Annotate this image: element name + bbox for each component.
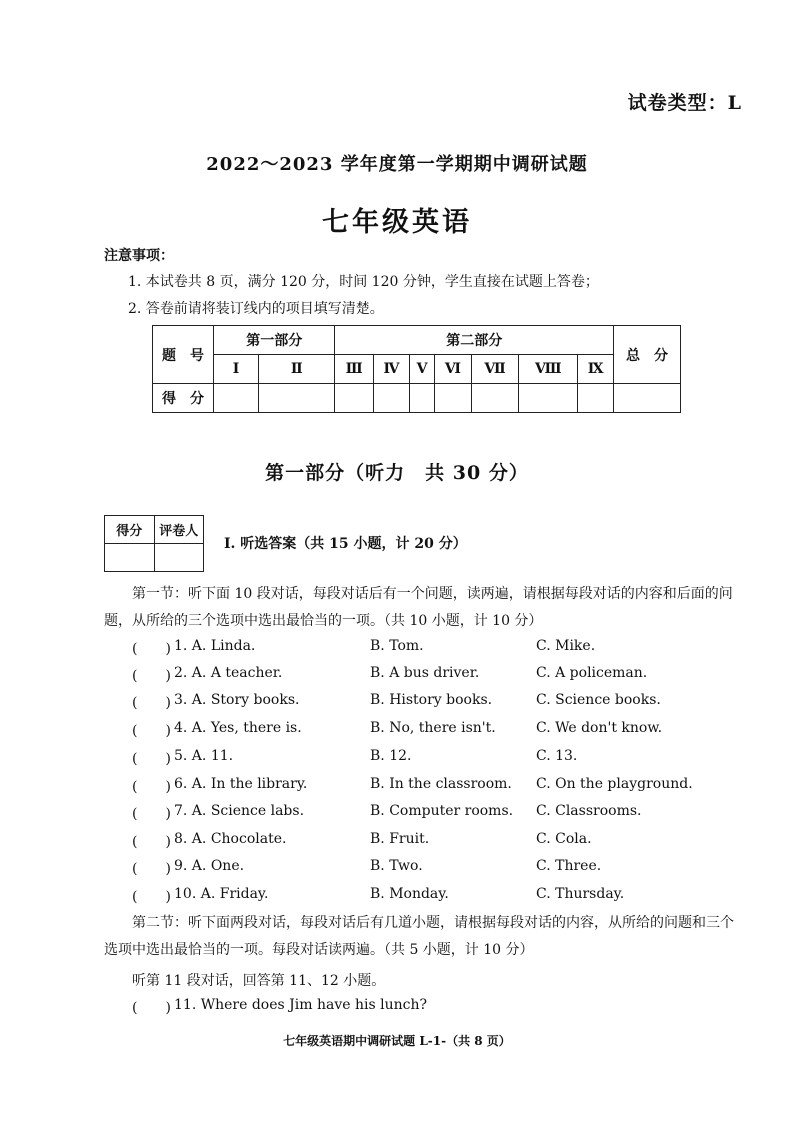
option-a: 8. A. Chocolate.: [174, 831, 287, 847]
option-c: C. On the playground.: [536, 776, 693, 792]
answer-blank: ( ): [132, 723, 171, 739]
option-a: 6. A. In the library.: [174, 776, 308, 792]
score-cell: [471, 384, 519, 413]
question-text: 11. Where does Jim have his lunch?: [174, 997, 427, 1013]
score-cell: [214, 384, 259, 413]
score-col-9: Ⅸ: [578, 355, 614, 384]
dialogue-intro: 听第 11 段对话，回答第 11、12 小题。: [132, 973, 386, 989]
question-row: [104, 776, 744, 803]
option-c: C. Thursday.: [536, 886, 625, 902]
answer-blank: ( ): [132, 889, 171, 905]
score-col-6: Ⅵ: [435, 355, 471, 384]
score-col-2: Ⅱ: [259, 355, 335, 384]
option-b: B. Fruit.: [370, 831, 430, 847]
score-part1-header: 第一部分: [214, 326, 335, 355]
notice-heading: 注意事项：: [104, 248, 174, 264]
score-table: [152, 325, 681, 413]
section-title: Ⅰ. 听选答案（共 15 小题，计 20 分）: [224, 536, 467, 552]
score-cell: [614, 384, 681, 413]
answer-blank: ( ): [132, 751, 171, 767]
option-c: C. A policeman.: [536, 665, 648, 681]
score-col-8: Ⅷ: [519, 355, 578, 384]
score-col-7: Ⅶ: [471, 355, 519, 384]
question-row: [104, 886, 744, 913]
option-a: 2. A. A teacher.: [174, 665, 283, 681]
option-c: C. Science books.: [536, 692, 661, 708]
option-b: B. 12.: [370, 748, 412, 764]
option-b: B. Monday.: [370, 886, 449, 902]
answer-blank: ( ): [132, 668, 171, 684]
option-a: 9. A. One.: [174, 858, 245, 874]
answer-blank: ( ): [132, 1000, 171, 1016]
score-row-label-score: 得 分: [153, 384, 214, 413]
answer-blank: ( ): [132, 695, 171, 711]
score-col-4: Ⅳ: [373, 355, 409, 384]
score-cell: [373, 384, 409, 413]
question-row: [104, 748, 744, 775]
instruction-section-2: 第二节：听下面两段对话，每段对话后有几道小题，请根据每段对话的内容，从所给的问题和三个选项中选出最恰当的一项。每段对话读两遍。（共 5 小题，计 10 分）: [104, 915, 734, 958]
score-row-label-question: 题 号: [153, 326, 214, 384]
option-c: C. 13.: [536, 748, 578, 764]
score-cell: [335, 384, 373, 413]
option-b: B. Computer rooms.: [370, 803, 514, 819]
question-row: [104, 692, 744, 719]
option-c: C. Classrooms.: [536, 803, 642, 819]
score-part2-header: 第二部分: [335, 326, 614, 355]
option-c: C. We don't know.: [536, 720, 663, 736]
option-c: C. Cola.: [536, 831, 592, 847]
answer-blank: ( ): [132, 861, 171, 877]
question-row: [104, 665, 744, 692]
page-footer: 七年级英语期中调研试题 L-1-（共 8 页）: [283, 1034, 511, 1048]
option-a: 7. A. Science labs.: [174, 803, 305, 819]
grader-name-label: 评卷人: [154, 516, 204, 544]
option-a: 4. A. Yes, there is.: [174, 720, 302, 736]
option-a: 3. A. Story books.: [174, 692, 300, 708]
option-b: B. No, there isn't.: [370, 720, 496, 736]
question-row: [104, 803, 744, 830]
score-col-3: Ⅲ: [335, 355, 373, 384]
grader-table: [104, 515, 204, 572]
question-row: [104, 831, 744, 858]
option-b: B. Two.: [370, 858, 423, 874]
notice-item: 1. 本试卷共 8 页，满分 120 分，时间 120 分钟，学生直接在试题上答卷；: [128, 274, 599, 290]
score-total-header: 总 分: [614, 326, 681, 384]
grader-score-cell: [105, 544, 155, 572]
score-cell: [435, 384, 471, 413]
notice-item: 2. 答卷前请将装订线内的项目填写清楚。: [128, 301, 384, 317]
score-cell: [259, 384, 335, 413]
question-row: [104, 720, 744, 747]
question-row: [104, 997, 744, 1024]
score-col-1: Ⅰ: [214, 355, 259, 384]
answer-blank: ( ): [132, 779, 171, 795]
subject-title: 七年级英语: [322, 207, 472, 238]
option-b: B. History books.: [370, 692, 493, 708]
option-c: C. Three.: [536, 858, 602, 874]
paper-type: 试卷类型：L: [627, 92, 742, 114]
option-a: 1. A. Linda.: [174, 638, 256, 654]
grader-score-label: 得分: [105, 516, 155, 544]
score-cell: [519, 384, 578, 413]
part-one-heading: 第一部分（听力 共 30 分）: [265, 462, 529, 484]
option-a: 5. A. 11.: [174, 748, 234, 764]
question-row: [104, 638, 744, 665]
score-col-5: Ⅴ: [409, 355, 434, 384]
score-cell: [409, 384, 434, 413]
answer-blank: ( ): [132, 806, 171, 822]
instruction-section-1: 第一节：听下面 10 段对话，每段对话后有一个问题，读两遍，请根据每段对话的内容和后面的问题，从所给的三个选项中选出最恰当的一项。（共 10 小题，计 10 分）: [104, 586, 733, 629]
answer-blank: ( ): [132, 834, 171, 850]
grader-name-cell: [154, 544, 204, 572]
exam-title: 2022～2023 学年度第一学期期中调研试题: [206, 154, 588, 175]
score-cell: [578, 384, 614, 413]
option-a: 10. A. Friday.: [174, 886, 269, 902]
option-b: B. In the classroom.: [370, 776, 512, 792]
option-b: B. A bus driver.: [370, 665, 480, 681]
option-b: B. Tom.: [370, 638, 424, 654]
answer-blank: ( ): [132, 641, 171, 657]
option-c: C. Mike.: [536, 638, 596, 654]
question-row: [104, 858, 744, 885]
